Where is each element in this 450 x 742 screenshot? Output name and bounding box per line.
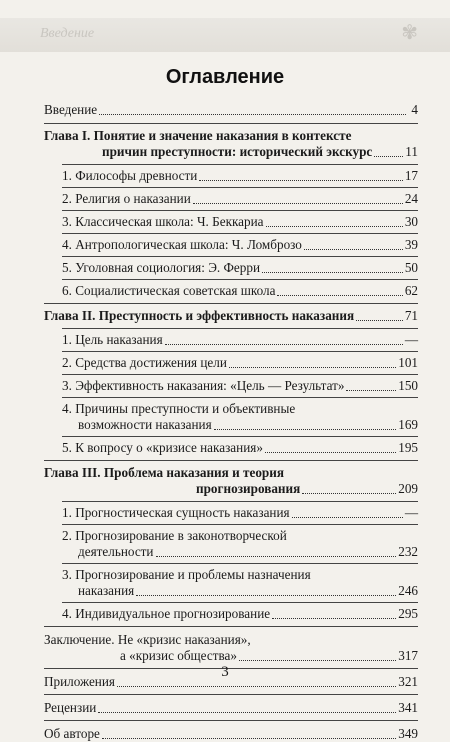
toc-page: 295 [398,606,418,621]
toc-leader [214,429,397,430]
corner-ornament-icon: ✾ [401,22,418,44]
toc-entry-1-5[interactable] [62,260,418,276]
toc-label: 4. Причины преступности и объективные [62,401,296,416]
toc-page: 4 [411,102,418,117]
toc-label: 2. Прогнозирование в законотворческой [62,528,287,543]
divider [62,256,418,257]
toc-entry-1-1[interactable] [62,168,418,184]
divider [44,460,418,461]
toc-entry-conclusion-cont[interactable] [44,648,418,664]
toc-leader [272,618,396,619]
toc-page: 11 [405,144,418,159]
toc-label: Глава I. Понятие и значение наказания в контексте [44,128,352,143]
toc-leader [102,738,396,739]
toc-page: — [404,332,418,347]
toc-entry-3-4[interactable] [62,606,418,622]
toc-leader [304,249,403,250]
toc-label: 3. Классическая школа: Ч. Беккариа [62,214,264,229]
toc-page: 232 [398,544,418,559]
toc-page: 349 [398,726,418,741]
toc-label: 3. Прогнозирование и проблемы назначения [62,567,311,582]
toc-label: 2. Средства достижения цели [62,355,227,370]
toc-leader [292,517,403,518]
toc-leader [277,295,402,296]
toc-leader [262,272,403,273]
toc-entry-chapter-3-cont[interactable] [44,481,418,497]
toc-label-continued: причин преступности: исторический экскурс [102,144,373,159]
toc-leader [199,180,402,181]
divider [62,374,418,375]
divider [62,210,418,211]
toc-entry-2-4-cont[interactable] [62,417,418,433]
toc-entry-1-4[interactable] [62,237,418,253]
divider [44,123,418,124]
toc-page: 169 [398,417,418,432]
toc-label: 4. Индивидуальное прогнозирование [62,606,271,621]
page-number: 3 [221,664,229,680]
toc-leader [117,686,396,687]
divider [62,563,418,564]
toc-entry-3-2[interactable] [62,528,418,544]
toc-page: 39 [404,237,418,252]
divider [44,720,418,721]
toc-entry-chapter-1[interactable] [44,128,418,144]
toc-leader [265,452,396,453]
toc-entry-2-1[interactable] [62,332,418,348]
page-title: Оглавление [165,66,285,88]
toc-entry-2-4[interactable] [62,401,418,417]
toc-entry-3-1[interactable] [62,505,418,521]
toc-label: Рецензии [44,700,97,715]
toc-page: 321 [398,674,418,689]
toc-page: 17 [404,168,418,183]
toc-entry-1-3[interactable] [62,214,418,230]
toc-leader [346,390,396,391]
toc-label-continued: прогнозирования [196,481,301,496]
toc-entry-3-2-cont[interactable] [62,544,418,560]
toc-leader [136,595,396,596]
toc-label: 1. Цель наказания [62,332,163,347]
toc-entry-3-3[interactable] [62,567,418,583]
toc-page: 150 [398,378,418,393]
divider [62,397,418,398]
toc-page: 341 [398,700,418,715]
toc-label: 1. Прогностическая сущность наказания [62,505,290,520]
toc-page: 50 [404,260,418,275]
toc-leader [165,344,403,345]
toc-page: 71 [404,308,418,323]
divider [62,164,418,165]
toc-label: Об авторе [44,726,100,741]
table-of-contents [44,98,418,742]
toc-entry-1-6[interactable] [62,283,418,299]
running-head: Введение [40,26,95,41]
divider [62,351,418,352]
toc-entry-conclusion[interactable] [44,632,418,648]
toc-label: 1. Философы древности [62,168,198,183]
toc-label: Введение [44,102,98,117]
toc-label-continued: возможности наказания [78,417,212,432]
divider [62,436,418,437]
toc-entry-2-3[interactable] [62,378,418,394]
toc-leader [99,114,406,115]
divider [62,602,418,603]
divider [44,303,418,304]
divider [44,626,418,627]
toc-leader [98,712,396,713]
toc-entry-about-author[interactable] [44,726,418,742]
divider [44,694,418,695]
toc-label: 4. Антропологическая школа: Ч. Ломброзо [62,237,302,252]
toc-label: Заключение. Не «кризис наказания», [44,632,251,647]
toc-leader [374,156,403,157]
toc-label-continued: наказания [78,583,135,598]
toc-leader [229,367,396,368]
toc-label-continued: деятельности [78,544,154,559]
toc-label: 5. К вопросу о «кризисе наказания» [62,440,263,455]
toc-label: Глава III. Проблема наказания и теория [44,465,284,480]
divider [62,524,418,525]
toc-entry-chapter-3[interactable] [44,465,418,481]
toc-label: Глава II. Преступность и эффективность наказания [44,308,355,323]
toc-entry-chapter-2[interactable] [44,308,418,324]
toc-leader [193,203,403,204]
toc-entry-reviews[interactable] [44,700,418,716]
divider [62,187,418,188]
toc-leader [266,226,403,227]
toc-label-continued: а «кризис общества» [120,648,237,663]
toc-leader [302,493,396,494]
toc-page: 317 [398,648,418,663]
toc-leader [356,320,403,321]
toc-page: 195 [398,440,418,455]
toc-label: 6. Социалистическая советская школа [62,283,276,298]
toc-page: 246 [398,583,418,598]
toc-label: 3. Эффективность наказания: «Цель — Результат» [62,378,345,393]
toc-entry-intro[interactable] [44,102,418,118]
toc-entry-chapter-1-cont[interactable] [44,144,418,160]
toc-label: 2. Религия о наказании [62,191,191,206]
toc-label: 5. Уголовная социология: Э. Ферри [62,260,261,275]
toc-entry-3-3-cont[interactable] [62,583,418,599]
divider [62,501,418,502]
toc-page: 101 [398,355,418,370]
toc-page: 209 [398,481,418,496]
toc-page: 24 [404,191,418,206]
divider [62,328,418,329]
toc-label: Приложения [44,674,115,689]
toc-entry-1-2[interactable] [62,191,418,207]
toc-page: — [404,505,418,520]
divider [62,233,418,234]
toc-page: 30 [404,214,418,229]
toc-entry-2-2[interactable] [62,355,418,371]
toc-page: 62 [404,283,418,298]
divider [62,279,418,280]
toc-leader [156,556,397,557]
toc-leader [239,660,396,661]
toc-entry-2-5[interactable] [62,440,418,456]
